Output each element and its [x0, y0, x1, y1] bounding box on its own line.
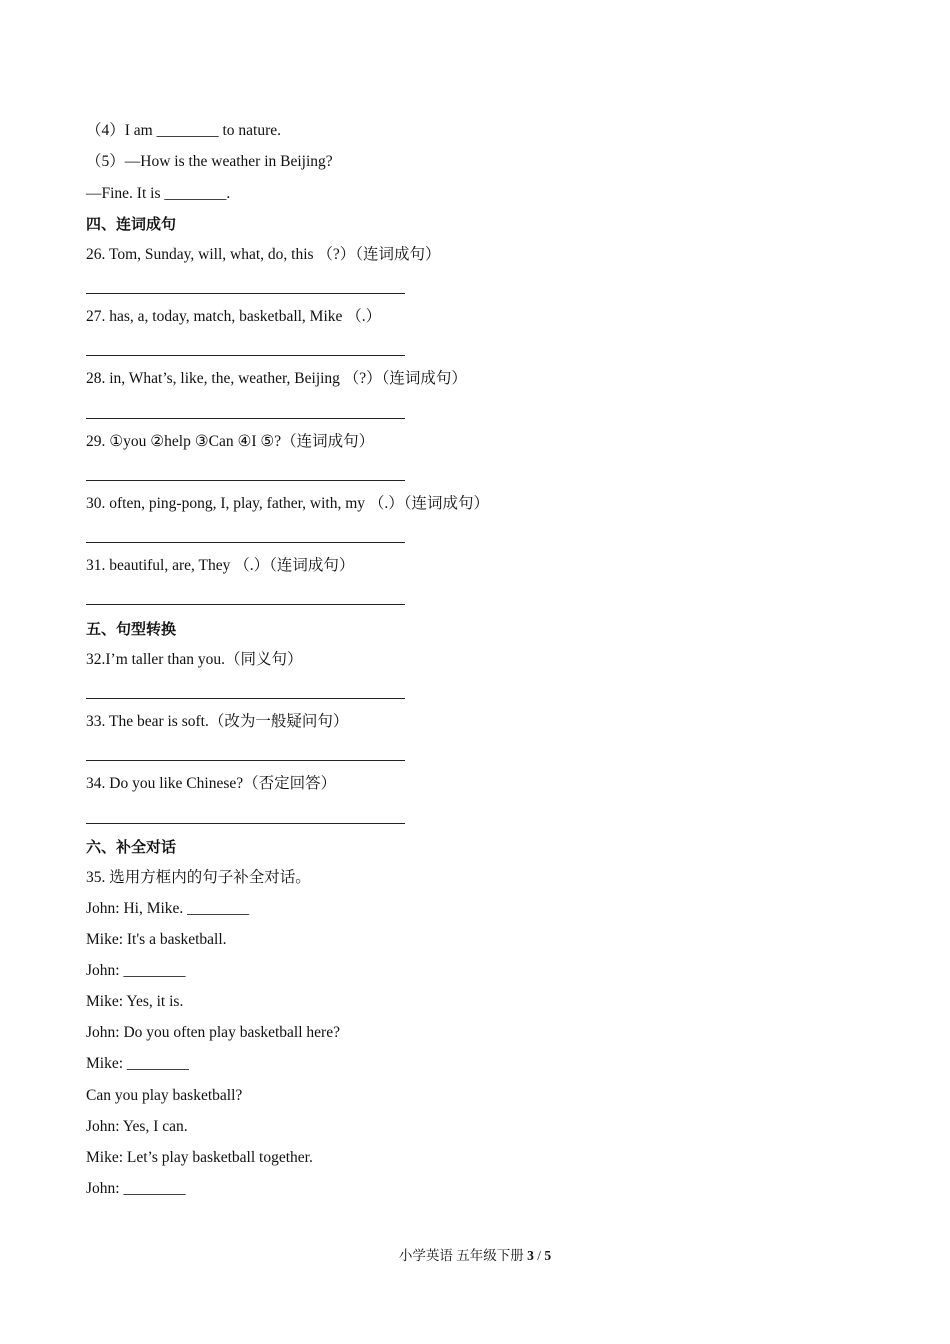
dialogue-line-1: John: Hi, Mike. ________	[86, 900, 250, 917]
dialogue-line-7: Can you play basketball?	[86, 1087, 243, 1104]
question-28: 28. in, What’s, like, the, weather, Beijing （?）（连词成句）	[86, 370, 467, 387]
answer-line-29	[86, 480, 405, 481]
section-5-heading: 五、句型转换	[86, 620, 177, 638]
footer-separator: /	[533, 1248, 545, 1263]
question-35: 35. 选用方框内的句子补全对话。	[86, 869, 311, 886]
answer-line-27	[86, 355, 405, 356]
question-26: 26. Tom, Sunday, will, what, do, this （?）（连词成句）	[86, 246, 441, 263]
answer-line-31	[86, 604, 405, 605]
footer-page-total: 5	[544, 1248, 552, 1263]
question-5-answer: —Fine. It is ________.	[86, 185, 231, 202]
footer-subject: 小学英语 五年级下册	[398, 1248, 528, 1263]
question-5-prompt: （5）—How is the weather in Beijing?	[86, 153, 333, 170]
answer-line-34	[86, 823, 405, 824]
question-30: 30. often, ping-pong, I, play, father, with, my （.）（连词成句）	[86, 495, 490, 512]
answer-line-28	[86, 418, 405, 419]
question-34: 34. Do you like Chinese?（否定回答）	[86, 775, 337, 792]
section-4-heading: 四、连词成句	[86, 215, 177, 233]
section-6-heading: 六、补全对话	[86, 838, 177, 856]
answer-line-26	[86, 293, 405, 294]
dialogue-line-4: Mike: Yes, it is.	[86, 993, 184, 1010]
dialogue-line-8: John: Yes, I can.	[86, 1118, 188, 1135]
footer-page-number: 3	[527, 1248, 534, 1263]
dialogue-line-10: John: ________	[86, 1180, 186, 1197]
answer-line-30	[86, 542, 405, 543]
question-27: 27. has, a, today, match, basketball, Mike （.）	[86, 308, 382, 325]
question-33: 33. The bear is soft.（改为一般疑问句）	[86, 713, 349, 730]
question-29: 29. ①you ②help ③Can ④I ⑤?（连词成句）	[86, 433, 375, 450]
question-31: 31. beautiful, are, They （.）（连词成句）	[86, 557, 355, 574]
question-32: 32.I’m taller than you.（同义句）	[86, 651, 303, 668]
dialogue-line-6: Mike: ________	[86, 1055, 189, 1072]
dialogue-line-2: Mike: It's a basketball.	[86, 931, 227, 948]
page-footer	[0, 1247, 950, 1265]
dialogue-line-3: John: ________	[86, 962, 186, 979]
answer-line-33	[86, 760, 405, 761]
answer-line-32	[86, 698, 405, 699]
question-4: （4）I am ________ to nature.	[86, 122, 282, 139]
dialogue-line-5: John: Do you often play basketball here?	[86, 1024, 340, 1041]
dialogue-line-9: Mike: Let’s play basketball together.	[86, 1149, 313, 1166]
